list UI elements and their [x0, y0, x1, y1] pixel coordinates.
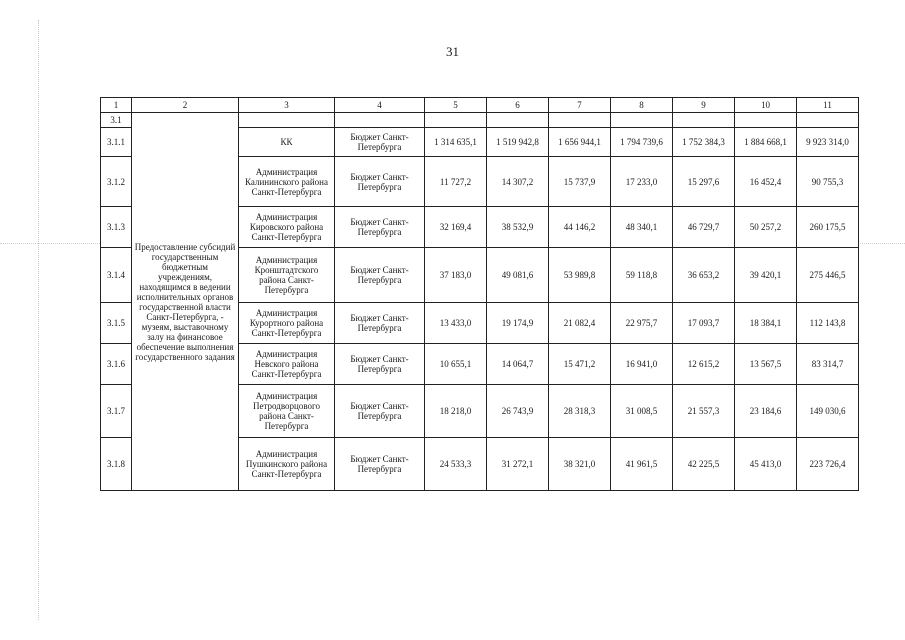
funding-source-cell: Бюджет Санкт-Петербурга: [335, 438, 425, 491]
value-cell: 28 318,3: [549, 385, 611, 438]
scan-artifact-line-left: [0, 243, 100, 244]
value-cell: 13 433,0: [425, 303, 487, 344]
value-cell: 38 532,9: [487, 207, 549, 248]
section-description: Предоставление субсидий государственным бюджетным учреждениям, находящимся в ведении исполнительных органов государственной власти Санкт-Петербурга, - музеям, выставочному залу на финансовое обеспечение выполнения государственного задания: [132, 113, 239, 491]
value-cell: 38 321,0: [549, 438, 611, 491]
value-cell: 10 655,1: [425, 344, 487, 385]
column-number-row: [101, 98, 859, 113]
value-cell: 1 794 739,6: [611, 128, 673, 157]
value-cell: 48 340,1: [611, 207, 673, 248]
total-cell: 83 314,7: [797, 344, 859, 385]
value-cell: 26 743,9: [487, 385, 549, 438]
scan-artifact-line-right: [858, 243, 905, 244]
value-cell: 15 471,2: [549, 344, 611, 385]
column-header: 6: [487, 98, 549, 113]
total-cell: 9 923 314,0: [797, 128, 859, 157]
empty-cell: [611, 113, 673, 128]
empty-cell: [487, 113, 549, 128]
value-cell: 53 989,8: [549, 248, 611, 303]
column-header: 2: [132, 98, 239, 113]
column-header: 5: [425, 98, 487, 113]
column-header: 7: [549, 98, 611, 113]
value-cell: 17 233,0: [611, 157, 673, 207]
column-header: 11: [797, 98, 859, 113]
value-cell: 15 297,6: [673, 157, 735, 207]
funding-source-cell: Бюджет Санкт-Петербурга: [335, 385, 425, 438]
value-cell: 14 307,2: [487, 157, 549, 207]
value-cell: 50 257,2: [735, 207, 797, 248]
section-row: [101, 113, 859, 128]
row-number: 3.1.6: [101, 344, 132, 385]
total-cell: 112 143,8: [797, 303, 859, 344]
value-cell: 17 093,7: [673, 303, 735, 344]
executor-cell: Администрация Невского района Санкт-Петербурга: [239, 344, 335, 385]
funding-source-cell: Бюджет Санкт-Петербурга: [335, 248, 425, 303]
value-cell: 1 656 944,1: [549, 128, 611, 157]
row-number: 3.1.8: [101, 438, 132, 491]
budget-table: [100, 97, 859, 491]
total-cell: 275 446,5: [797, 248, 859, 303]
value-cell: 31 008,5: [611, 385, 673, 438]
value-cell: 1 314 635,1: [425, 128, 487, 157]
value-cell: 22 975,7: [611, 303, 673, 344]
column-header: 9: [673, 98, 735, 113]
executor-cell: Администрация Кировского района Санкт-Петербурга: [239, 207, 335, 248]
funding-source-cell: Бюджет Санкт-Петербурга: [335, 303, 425, 344]
scan-artifact-left: [38, 20, 40, 620]
value-cell: 59 118,8: [611, 248, 673, 303]
empty-cell: [425, 113, 487, 128]
value-cell: 41 961,5: [611, 438, 673, 491]
value-cell: 12 615,2: [673, 344, 735, 385]
funding-source-cell: Бюджет Санкт-Петербурга: [335, 344, 425, 385]
executor-cell: КК: [239, 128, 335, 157]
value-cell: 44 146,2: [549, 207, 611, 248]
value-cell: 11 727,2: [425, 157, 487, 207]
value-cell: 39 420,1: [735, 248, 797, 303]
empty-cell: [549, 113, 611, 128]
empty-cell: [335, 113, 425, 128]
value-cell: 18 384,1: [735, 303, 797, 344]
value-cell: 21 082,4: [549, 303, 611, 344]
value-cell: 14 064,7: [487, 344, 549, 385]
value-cell: 36 653,2: [673, 248, 735, 303]
total-cell: 149 030,6: [797, 385, 859, 438]
value-cell: 18 218,0: [425, 385, 487, 438]
value-cell: 15 737,9: [549, 157, 611, 207]
value-cell: 31 272,1: [487, 438, 549, 491]
value-cell: 24 533,3: [425, 438, 487, 491]
page-number: 31: [446, 44, 459, 59]
value-cell: 32 169,4: [425, 207, 487, 248]
value-cell: 1 752 384,3: [673, 128, 735, 157]
value-cell: 42 225,5: [673, 438, 735, 491]
funding-source-cell: Бюджет Санкт-Петербурга: [335, 207, 425, 248]
value-cell: 13 567,5: [735, 344, 797, 385]
empty-cell: [735, 113, 797, 128]
executor-cell: Администрация Петродворцового района Санкт-Петербурга: [239, 385, 335, 438]
column-header: 3: [239, 98, 335, 113]
column-header: 1: [101, 98, 132, 113]
value-cell: 37 183,0: [425, 248, 487, 303]
column-header: 4: [335, 98, 425, 113]
executor-cell: Администрация Курортного района Санкт-Петербурга: [239, 303, 335, 344]
column-header: 8: [611, 98, 673, 113]
column-header: 10: [735, 98, 797, 113]
value-cell: 16 452,4: [735, 157, 797, 207]
value-cell: 1 519 942,8: [487, 128, 549, 157]
value-cell: 45 413,0: [735, 438, 797, 491]
empty-cell: [673, 113, 735, 128]
row-number: 3.1.5: [101, 303, 132, 344]
value-cell: 1 884 668,1: [735, 128, 797, 157]
row-number: 3.1.7: [101, 385, 132, 438]
executor-cell: Администрация Кронштадтского района Санкт-Петербурга: [239, 248, 335, 303]
row-number: 3.1.3: [101, 207, 132, 248]
row-number: 3.1.1: [101, 128, 132, 157]
executor-cell: Администрация Пушкинского района Санкт-Петербурга: [239, 438, 335, 491]
total-cell: 90 755,3: [797, 157, 859, 207]
value-cell: 16 941,0: [611, 344, 673, 385]
funding-source-cell: Бюджет Санкт-Петербурга: [335, 128, 425, 157]
empty-cell: [239, 113, 335, 128]
row-number: 3.1.2: [101, 157, 132, 207]
value-cell: 49 081,6: [487, 248, 549, 303]
total-cell: 223 726,4: [797, 438, 859, 491]
section-number: 3.1: [101, 113, 132, 128]
value-cell: 46 729,7: [673, 207, 735, 248]
row-number: 3.1.4: [101, 248, 132, 303]
value-cell: 21 557,3: [673, 385, 735, 438]
value-cell: 19 174,9: [487, 303, 549, 344]
empty-cell: [797, 113, 859, 128]
value-cell: 23 184,6: [735, 385, 797, 438]
executor-cell: Администрация Калининского района Санкт-Петербурга: [239, 157, 335, 207]
funding-source-cell: Бюджет Санкт-Петербурга: [335, 157, 425, 207]
total-cell: 260 175,5: [797, 207, 859, 248]
